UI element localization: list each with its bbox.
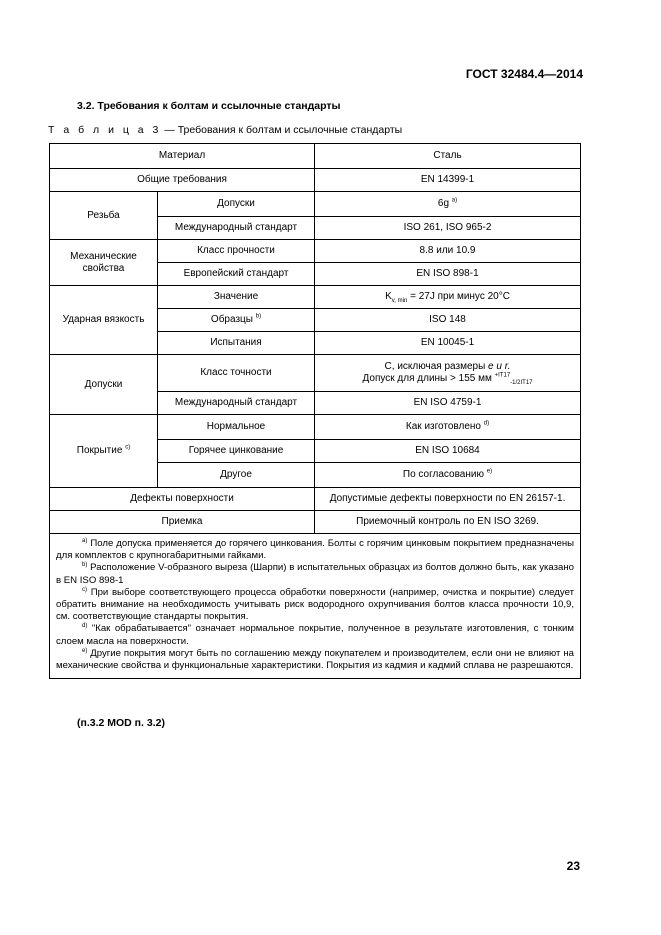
accuracy-line-2: [319, 373, 576, 385]
coating-other-value: [315, 463, 581, 488]
impact-samples-label: [158, 309, 315, 332]
thread-tolerances-value-text: 6g: [437, 198, 450, 209]
mechanical-class-value: 8.8 или 10.9: [315, 240, 581, 263]
acceptance-label: Приемка: [50, 511, 315, 534]
accuracy-lower-deviation: -1/2IT17: [510, 380, 533, 386]
coating-other-value-text: По согласованию: [402, 469, 484, 480]
impact-tests-value: EN 10045-1: [315, 332, 581, 355]
thread-tolerances-label: Допуски: [158, 192, 315, 217]
accuracy-line-1-text: С, исключая размеры: [384, 361, 489, 372]
clause-reference: (п.3.2 MOD п. 3.2): [77, 717, 165, 729]
table-caption-label: Т а б л и ц а 3: [48, 124, 162, 136]
mechanical-euro-value: EN ISO 898-1: [315, 263, 581, 286]
mechanical-class-label: Класс прочности: [158, 240, 315, 263]
thread-intl-value: ISO 261, ISO 965-2: [315, 217, 581, 240]
tolerances-intl-value: EN ISO 4759-1: [315, 392, 581, 415]
coating-hot-value: EN ISO 10684: [315, 440, 581, 463]
general-requirements-label: Общие требования: [50, 169, 315, 192]
note-text: "Как обрабатывается" означает нормальное покрытие, полученное в результате изготовления, с тонким слоем масла на поверхности.: [56, 623, 574, 647]
thread-intl-label: Международный стандарт: [158, 217, 315, 240]
table-row: [50, 511, 581, 534]
footnote-ref: c): [125, 444, 131, 451]
mechanical-group: Механические свойства: [50, 240, 158, 286]
coating-other-label: Другое: [158, 463, 315, 488]
coating-hot-label: Горячее цинкование: [158, 440, 315, 463]
coating-group: [50, 415, 158, 488]
note-mark: c): [82, 586, 87, 593]
thread-group: Резьба: [50, 192, 158, 240]
impact-samples-label-text: Образцы: [210, 314, 253, 325]
impact-tests-label: Испытания: [158, 332, 315, 355]
note-mark: e): [82, 647, 88, 654]
tolerances-group: Допуски: [50, 355, 158, 415]
table-note: [56, 623, 574, 647]
accuracy-line-2-text: Допуск для длины > 155 мм: [362, 373, 492, 384]
note-text: Поле допуска применяется до горячего цинкования. Болты с горячим цинковым покрытием предназначены для комплектов с крупногабаритными гайками.: [56, 538, 575, 562]
table-row: [50, 488, 581, 511]
note-text: При выборе соответствующего процесса обработки поверхности (например, очистка и покрытие) следует обратить внимание на необходимость учитывать риск водородного охрупчивания болтов класса прочности 10,9, см. соответствующие стандарты покрытия.: [56, 586, 575, 623]
footnote-ref: e): [486, 468, 493, 475]
note-mark: b): [82, 562, 88, 569]
table-caption-dash: —: [161, 124, 178, 136]
impact-value-label: Значение: [158, 286, 315, 309]
table-note: [56, 538, 574, 562]
note-mark: a): [82, 537, 88, 544]
table-row: [50, 415, 581, 440]
impact-k-subscript: v, min: [391, 298, 408, 304]
footnote-ref: d): [483, 420, 490, 427]
table-row: [50, 286, 581, 309]
tolerances-accuracy-value: [315, 355, 581, 392]
table-row: [50, 169, 581, 192]
table-caption-text: Требования к болтам и ссылочные стандарты: [177, 124, 403, 136]
table-row: [50, 355, 581, 392]
notes-row: [50, 534, 581, 679]
accuracy-upper-deviation: +IT17: [494, 372, 511, 379]
accuracy-line-1-em: е и r.: [488, 361, 511, 372]
table-note: [56, 562, 574, 586]
table-notes: [50, 534, 581, 679]
coating-group-text: Покрытие: [76, 445, 123, 456]
table-note: [56, 587, 574, 624]
accuracy-line-1: [319, 361, 576, 373]
table-header-row: [50, 144, 581, 169]
table-caption: [48, 124, 402, 136]
coating-normal-value-text: Как изготовлено: [405, 421, 481, 432]
page-number: 23: [566, 859, 580, 873]
footnote-ref: a): [451, 197, 458, 204]
note-text: Другие покрытия могут быть по соглашению между покупателем и производителем, если они не влияют на механические свойства и функциональные характеристики. Покрытия из кадмия и кадмий сплава не разрешаются.: [56, 647, 575, 672]
note-text: Расположение V-образного выреза (Шарпи) в испытательных образцах из болтов должно быть, как указано в EN ISO 898-1: [56, 562, 575, 586]
defects-value: Допустимые дефекты поверхности по EN 26157-1.: [315, 488, 581, 511]
requirements-table: [49, 143, 581, 679]
standard-number: ГОСТ 32484.4—2014: [465, 67, 583, 81]
impact-value: [315, 286, 581, 309]
mechanical-euro-label: Европейский стандарт: [158, 263, 315, 286]
acceptance-value: Приемочный контроль по EN ISO 3269.: [315, 511, 581, 534]
table-row: [50, 192, 581, 217]
tolerances-accuracy-label: Класс точности: [158, 355, 315, 392]
section-title: 3.2. Требования к болтам и ссылочные стандарты: [77, 100, 341, 112]
header-material: Материал: [50, 144, 315, 169]
impact-samples-value: ISO 148: [315, 309, 581, 332]
table-note: [56, 648, 574, 672]
general-requirements-value: EN 14399-1: [315, 169, 581, 192]
header-steel: Сталь: [315, 144, 581, 169]
defects-label: Дефекты поверхности: [50, 488, 315, 511]
impact-group: Ударная вязкость: [50, 286, 158, 355]
footnote-ref: b): [255, 313, 262, 320]
coating-normal-value: [315, 415, 581, 440]
table-row: [50, 240, 581, 263]
note-mark: d): [82, 623, 88, 630]
impact-value-rest: = 27J при минус 20°C: [407, 291, 510, 302]
impact-k: K: [385, 291, 392, 302]
thread-tolerances-value: [315, 192, 581, 217]
tolerances-intl-label: Международный стандарт: [158, 392, 315, 415]
coating-normal-label: Нормальное: [158, 415, 315, 440]
